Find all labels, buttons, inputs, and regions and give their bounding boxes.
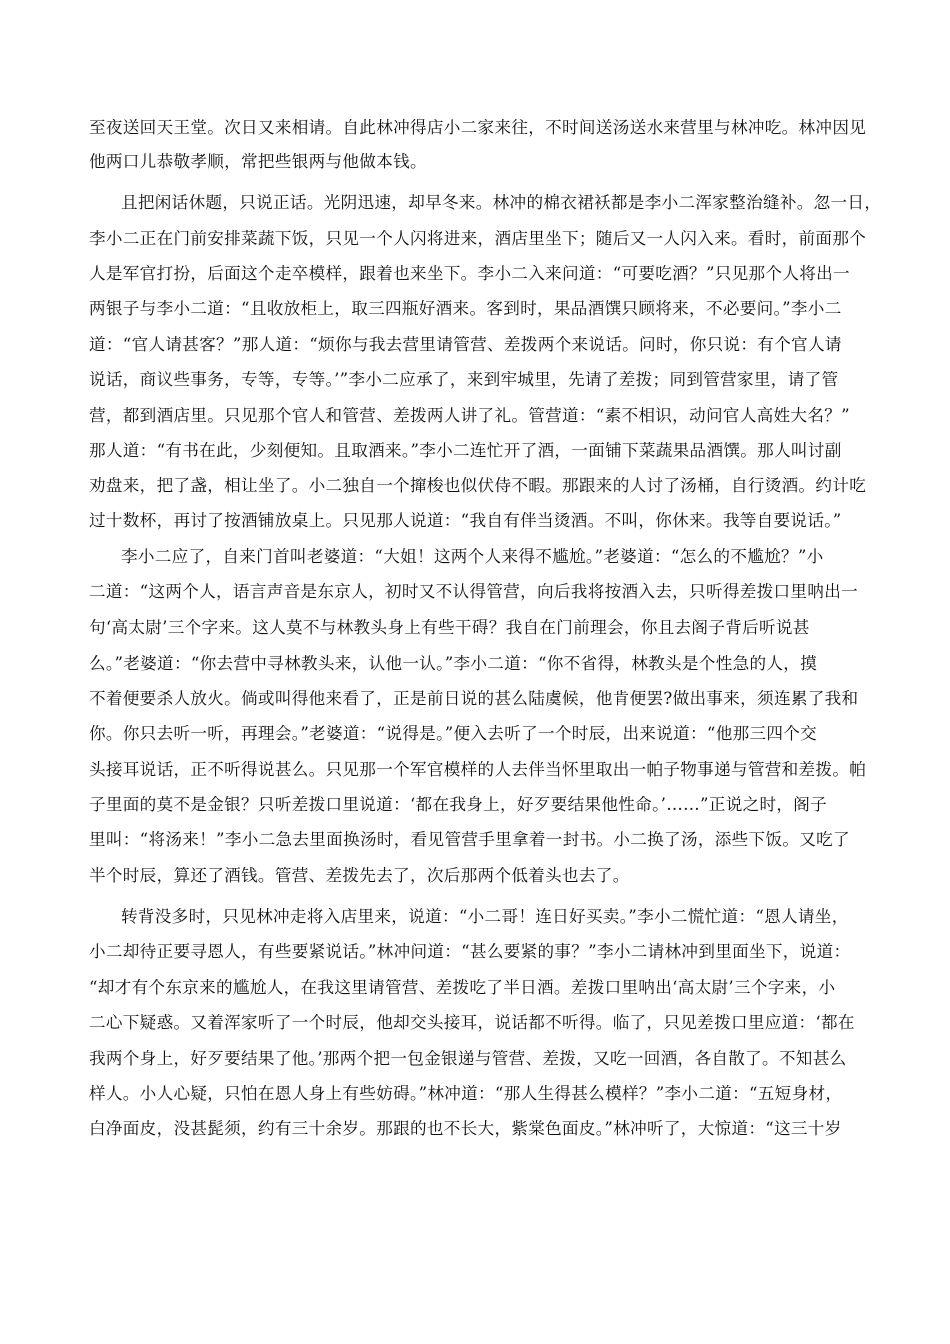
text-line: 二道：“这两个人，语言声音是东京人，初时又不认得管营，向后我将按酒入去，只听得差拨口里呐出一 <box>89 582 858 601</box>
text-line: 不着便要杀人放火。倘或叫得他来看了，正是前日说的甚么陆虞候，他肯便罢?做出事来，须连累了我和 <box>89 689 859 708</box>
text-line: 二心下疑惑。又着浑家听了一个时辰，他却交头接耳，说话都不听得。临了，只见差拨口里应道：‘都在 <box>89 1013 855 1032</box>
text-line: 样人。小人心疑，只怕在恩人身上有些妨碍。”林冲道：“那人生得甚么模样？”李小二道：“五短身材， <box>89 1084 843 1103</box>
text-line: 你。你只去听一听，再理会。”老婆道：“说得是。”便入去听了一个时辰，出来说道：“他那三四个交 <box>89 724 818 743</box>
text-line: 白净面皮，没甚髭须，约有三十余岁。那跟的也不长大，紫棠色面皮。”林冲听了，大惊道：“这三十岁 <box>89 1119 842 1138</box>
text-line: 营，都到酒店里。只见那个官人和管营、差拨两人讲了礼。管营道：“素不相识，动问官人高姓大名？” <box>89 406 850 425</box>
text-line: 句‘高太尉’三个字来。这人莫不与林教头身上有些干碍？我自在门前理会，你且去阁子背后听说甚 <box>89 618 810 637</box>
text-line: 劝盘来，把了盏，相让坐了。小二独自一个撺梭也似伏侍不暇。那跟来的人讨了汤桶，自行烫酒。约计吃 <box>89 476 867 495</box>
text-line: 里叫：“将汤来！”李小二急去里面换汤时，看见管营手里拿着一封书。小二换了汤，添些下饭。又吃了 <box>89 830 850 849</box>
text-line: 头接耳说话，正不听得说甚么。只见那一个军官模样的人去伴当怀里取出一帕子物事递与管营和差拨。帕 <box>89 760 867 779</box>
paragraph-first-line: 转背没多时，只见林冲走将入店里来，说道：“小二哥！连日好买卖。”李小二慌忙道：“恩人请坐， <box>121 907 849 926</box>
text-line: 他两口儿恭敬孝顺，常把些银两与他做本钱。 <box>89 152 427 171</box>
text-line: 我两个身上，好歹要结果了他。’那两个把一包金银递与管营、差拨，又吃一回酒，各自散了。不知甚么 <box>89 1049 847 1068</box>
text-line: 说话，商议些事务，专等，专等。’”李小二应承了，来到牢城里，先请了差拨；同到管营家里，请了管 <box>89 370 839 389</box>
text-line: 小二却待正要寻恩人，有些要紧说话。”林冲问道：“甚么要紧的事？”李小二请林冲到里面坐下，说道： <box>89 942 851 961</box>
paragraph-first-line: 且把闲话休题，只说正话。光阴迅速，却早冬来。林冲的棉衣裙袄都是李小二浑家整治缝补。忽一日， <box>121 193 882 212</box>
text-line: 那人道：“有书在此，少刻便知。且取酒来。”李小二连忙开了酒，一面铺下菜蔬果品酒馔。那人叫讨副 <box>89 441 842 460</box>
text-line: “却才有个东京来的尴尬人，在我这里请管营、差拨吃了半日酒。差拨口里呐出‘高太尉’三个字来，小 <box>89 978 836 997</box>
text-line: 李小二正在门前安排菜蔬下饭，只见一个人闪将进来，酒店里坐下；随后又一人闪入来。看时，前面那个 <box>89 229 867 248</box>
text-line: 半个时辰，算还了酒钱。管营、差拨先去了，次后那两个低着头也去了。 <box>89 866 630 885</box>
text-line: 人是军官打扮，后面这个走卒模样，跟着也来坐下。李小二入来问道：“可要吃酒？”只见那个人将出一 <box>89 264 850 283</box>
text-line: 两银子与李小二道：“且收放柜上，取三四瓶好酒来。客到时，果品酒馔只顾将来，不必要问。”李小二 <box>89 299 842 318</box>
text-line: 么。”老婆道：“你去营中寻林教头来，认他一认。”李小二道：“你不省得，林教头是个性急的人，摸 <box>89 654 818 673</box>
text-line: 道：“官人请甚客？”那人道：“烦你与我去营里请管营、差拨两个来说话。问时，你只说：有个官人请 <box>89 335 842 354</box>
text-line: 子里面的莫不是金银？只听差拨口里说道：‘都在我身上，好歹要结果他性命。’……”正说之时，阁子 <box>89 795 828 814</box>
text-line: 过十数杯，再讨了按酒铺放桌上。只见那人说道：“我自有伴当烫酒。不叫，你休来。我等自要说话。” <box>89 511 842 530</box>
text-line: 至夜送回天王堂。次日又来相请。自此林冲得店小二家来往，不时间送汤送水来营里与林冲吃。林冲因见 <box>89 118 867 137</box>
paragraph-first-line: 李小二应了，自来门首叫老婆道：“大姐！这两个人来得不尴尬。”老婆道：“怎么的不尴尬？”小 <box>121 547 824 566</box>
